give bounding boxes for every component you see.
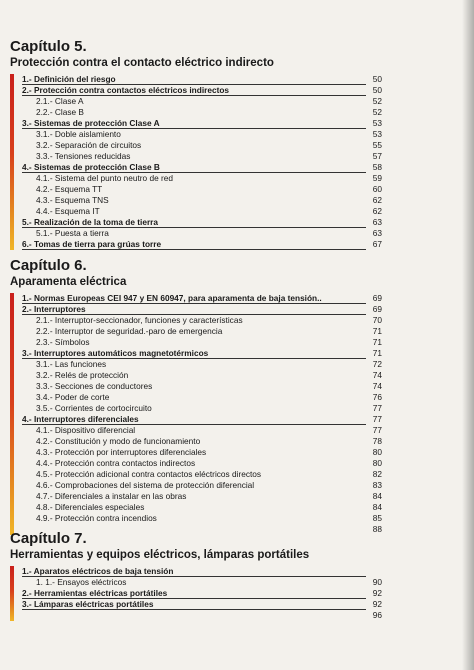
toc-entry-label: 2.3.- Símbolos [36, 337, 90, 347]
toc-entry-label: 4.4.- Esquema IT [36, 206, 100, 216]
toc-entry [36, 326, 382, 337]
toc-entry-label: 2.- Interruptores [22, 304, 86, 314]
toc-entry-label: 3.- Sistemas de protección Clase A [22, 118, 160, 128]
toc-entry-label: 3.- Lámparas eléctricas portátiles [22, 599, 154, 609]
toc-list [10, 566, 382, 621]
toc-entry-label: 1.- Normas Europeas CEI 947 y EN 60947, para aparamenta de baja tensión.. [22, 293, 322, 303]
toc-entry-label: 3.1.- Las funciones [36, 359, 107, 369]
toc-entry [36, 337, 382, 348]
toc-entry [22, 566, 382, 577]
toc-entry-page: 67 [372, 239, 382, 249]
toc-entry-page: 57 [372, 151, 382, 161]
toc-entry-label: 1.- Aparatos eléctricos de baja tensión [22, 566, 174, 576]
toc-entry-label: 3.3.- Tensiones reducidas [36, 151, 131, 161]
toc-entry [36, 392, 382, 403]
toc-entry [36, 129, 382, 140]
toc-entry-label: 3.5.- Corrientes de cortocircuito [36, 403, 152, 413]
toc-entry-label: 4.4.- Protección contra contactos indirectos [36, 458, 196, 468]
toc-entry-label: 5.- Realización de la toma de tierra [22, 217, 159, 227]
toc-entry-page: 63 [372, 217, 382, 227]
toc-entry [36, 315, 382, 326]
toc-entry [36, 359, 382, 370]
toc-entry-page: 71 [372, 348, 382, 358]
toc-entry [22, 85, 382, 96]
toc-entry [36, 458, 382, 469]
toc-entry-page: 84 [372, 502, 382, 512]
toc-entry-label: 6.- Tomas de tierra para grúas torre [22, 239, 162, 249]
toc-entry-page: 63 [372, 228, 382, 238]
toc-entry [22, 239, 382, 250]
chapter-6 [10, 257, 382, 535]
toc-entry [22, 162, 382, 173]
toc-entry [36, 151, 382, 162]
toc-entry [36, 107, 382, 118]
toc-entry-label: 2.- Protección contra contactos eléctricos indirectos [22, 85, 230, 95]
toc-entry-page: 50 [372, 85, 382, 95]
toc-entry-page: 58 [372, 162, 382, 172]
toc-entry-page: 92 [372, 588, 382, 598]
toc-entry [36, 513, 382, 524]
toc-entry [36, 96, 382, 107]
toc-entry-page: 52 [372, 96, 382, 106]
toc-entry [36, 403, 382, 414]
toc-entry-label: 3.2.- Separación de circuitos [36, 140, 142, 150]
toc-entry-page: 77 [372, 403, 382, 413]
toc-entry-label: 3.1.- Doble aislamiento [36, 129, 121, 139]
toc-entry-label: 3.- Interruptores automáticos magnetotérmicos [22, 348, 209, 358]
toc-list [10, 293, 382, 535]
toc-entry-label: 2.1.- Clase A [36, 96, 84, 106]
toc-entry [36, 206, 382, 217]
toc-entry-page: 74 [372, 370, 382, 380]
chapter-title: Capítulo 7. [10, 530, 87, 547]
toc-entry-label: 4.3.- Protección por interruptores diferenciales [36, 447, 207, 457]
toc-entry [36, 140, 382, 151]
toc-entry-label: 4.6.- Comprobaciones del sistema de protección diferencial [36, 480, 255, 490]
toc-entry-page: 69 [372, 304, 382, 314]
toc-entry [36, 425, 382, 436]
toc-entry [36, 381, 382, 392]
toc-entry [36, 195, 382, 206]
toc-entry-page: 80 [372, 447, 382, 457]
toc-entry-label: 4.3.- Esquema TNS [36, 195, 109, 205]
accent-bar [10, 566, 14, 621]
toc-entry-page: 76 [372, 392, 382, 402]
toc-entry [22, 304, 382, 315]
toc-entry [22, 118, 382, 129]
toc-entry-label: 4.5.- Protección adicional contra contactos eléctricos directos [36, 469, 262, 479]
toc-entry-page: 80 [372, 458, 382, 468]
toc-entry-label: 2.1.- Interruptor-seccionador, funciones y características [36, 315, 243, 325]
toc-entry-label: 4.2.- Constitución y modo de funcionamiento [36, 436, 201, 446]
toc-entry-label: 4.8.- Diferenciales especiales [36, 502, 145, 512]
toc-entry-label: 3.3.- Secciones de conductores [36, 381, 153, 391]
toc-entry-page: 70 [372, 315, 382, 325]
toc-entry-page: 71 [372, 337, 382, 347]
toc-entry [36, 491, 382, 502]
toc-entry [36, 577, 382, 588]
toc-entry [36, 184, 382, 195]
chapter-subtitle: Protección contra el contacto eléctrico indirecto [10, 57, 274, 69]
toc-entry-label: 3.2.- Relés de protección [36, 370, 129, 380]
toc-entry [22, 217, 382, 228]
toc-entry-page: 52 [372, 107, 382, 117]
toc-entry-page: 92 [372, 599, 382, 609]
accent-bar [10, 74, 14, 250]
toc-underline [22, 249, 366, 250]
toc-entry-label: 4.1.- Sistema del punto neutro de red [36, 173, 173, 183]
toc-entry-label: 2.2.- Interruptor de seguridad.-paro de emergencia [36, 326, 223, 336]
toc-entry-label: 1. 1.- Ensayos eléctricos [36, 577, 127, 587]
toc-entry-page: 83 [372, 480, 382, 490]
toc-entry-page: 62 [372, 206, 382, 216]
toc-entry-page: 77 [372, 414, 382, 424]
toc-entry [36, 502, 382, 513]
toc-entry-label: 2.2.- Clase B [36, 107, 84, 117]
toc-entry-page: 77 [372, 425, 382, 435]
toc-entry-label: 4.7.- Diferenciales a instalar en las obras [36, 491, 187, 501]
toc-entry-page: 59 [372, 173, 382, 183]
toc-entry-page: 88 [372, 524, 382, 534]
chapter-title: Capítulo 5. [10, 38, 87, 55]
chapter-subtitle: Aparamenta eléctrica [10, 276, 127, 288]
toc-entry-page: 90 [372, 577, 382, 587]
toc-entry [36, 173, 382, 184]
toc-entry [36, 370, 382, 381]
toc-entry-page: 50 [372, 74, 382, 84]
toc-entry-label: 4.- Interruptores diferenciales [22, 414, 139, 424]
toc-entry-label: 4.2.- Esquema TT [36, 184, 103, 194]
toc-entry [36, 610, 382, 621]
toc-entry-page: 82 [372, 469, 382, 479]
toc-entry-page: 55 [372, 140, 382, 150]
toc-entry-page: 78 [372, 436, 382, 446]
toc-entry-page: 85 [372, 513, 382, 523]
toc-entry [22, 588, 382, 599]
toc-entry-page: 71 [372, 326, 382, 336]
chapter-5 [10, 38, 382, 250]
toc-entry-label: 4.9.- Protección contra incendios [36, 513, 157, 523]
toc-entry-label: 3.4.- Poder de corte [36, 392, 110, 402]
toc-entry-label: 2.- Herramientas eléctricas portátiles [22, 588, 168, 598]
toc-entry-page: 60 [372, 184, 382, 194]
toc-entry-page: 53 [372, 118, 382, 128]
toc-entry-label: 4.- Sistemas de protección Clase B [22, 162, 160, 172]
toc-entry [22, 293, 382, 304]
toc-entry-label: 1.- Definición del riesgo [22, 74, 116, 84]
toc-entry-page: 74 [372, 381, 382, 391]
chapter-subtitle: Herramientas y equipos eléctricos, lámparas portátiles [10, 549, 310, 561]
toc-entry-label: 5.1.- Puesta a tierra [36, 228, 109, 238]
toc-entry [22, 414, 382, 425]
toc-entry-page: 69 [372, 293, 382, 303]
toc-entry [36, 228, 382, 239]
toc-entry-page: 53 [372, 129, 382, 139]
accent-bar [10, 293, 14, 535]
toc-entry-label: 4.1.- Dispositivo diferencial [36, 425, 136, 435]
toc-entry-page: 96 [372, 610, 382, 620]
toc-entry-page: 72 [372, 359, 382, 369]
toc-entry [22, 348, 382, 359]
toc-entry [22, 599, 382, 610]
chapter-7 [10, 530, 382, 621]
page-edge-shadow [462, 0, 474, 670]
chapter-title: Capítulo 6. [10, 257, 87, 274]
toc-list [10, 74, 382, 250]
toc-entry [22, 74, 382, 85]
toc-entry-page: 62 [372, 195, 382, 205]
toc-entry [36, 436, 382, 447]
toc-entry-page: 84 [372, 491, 382, 501]
toc-entry [36, 447, 382, 458]
toc-entry [36, 480, 382, 491]
toc-entry [36, 469, 382, 480]
